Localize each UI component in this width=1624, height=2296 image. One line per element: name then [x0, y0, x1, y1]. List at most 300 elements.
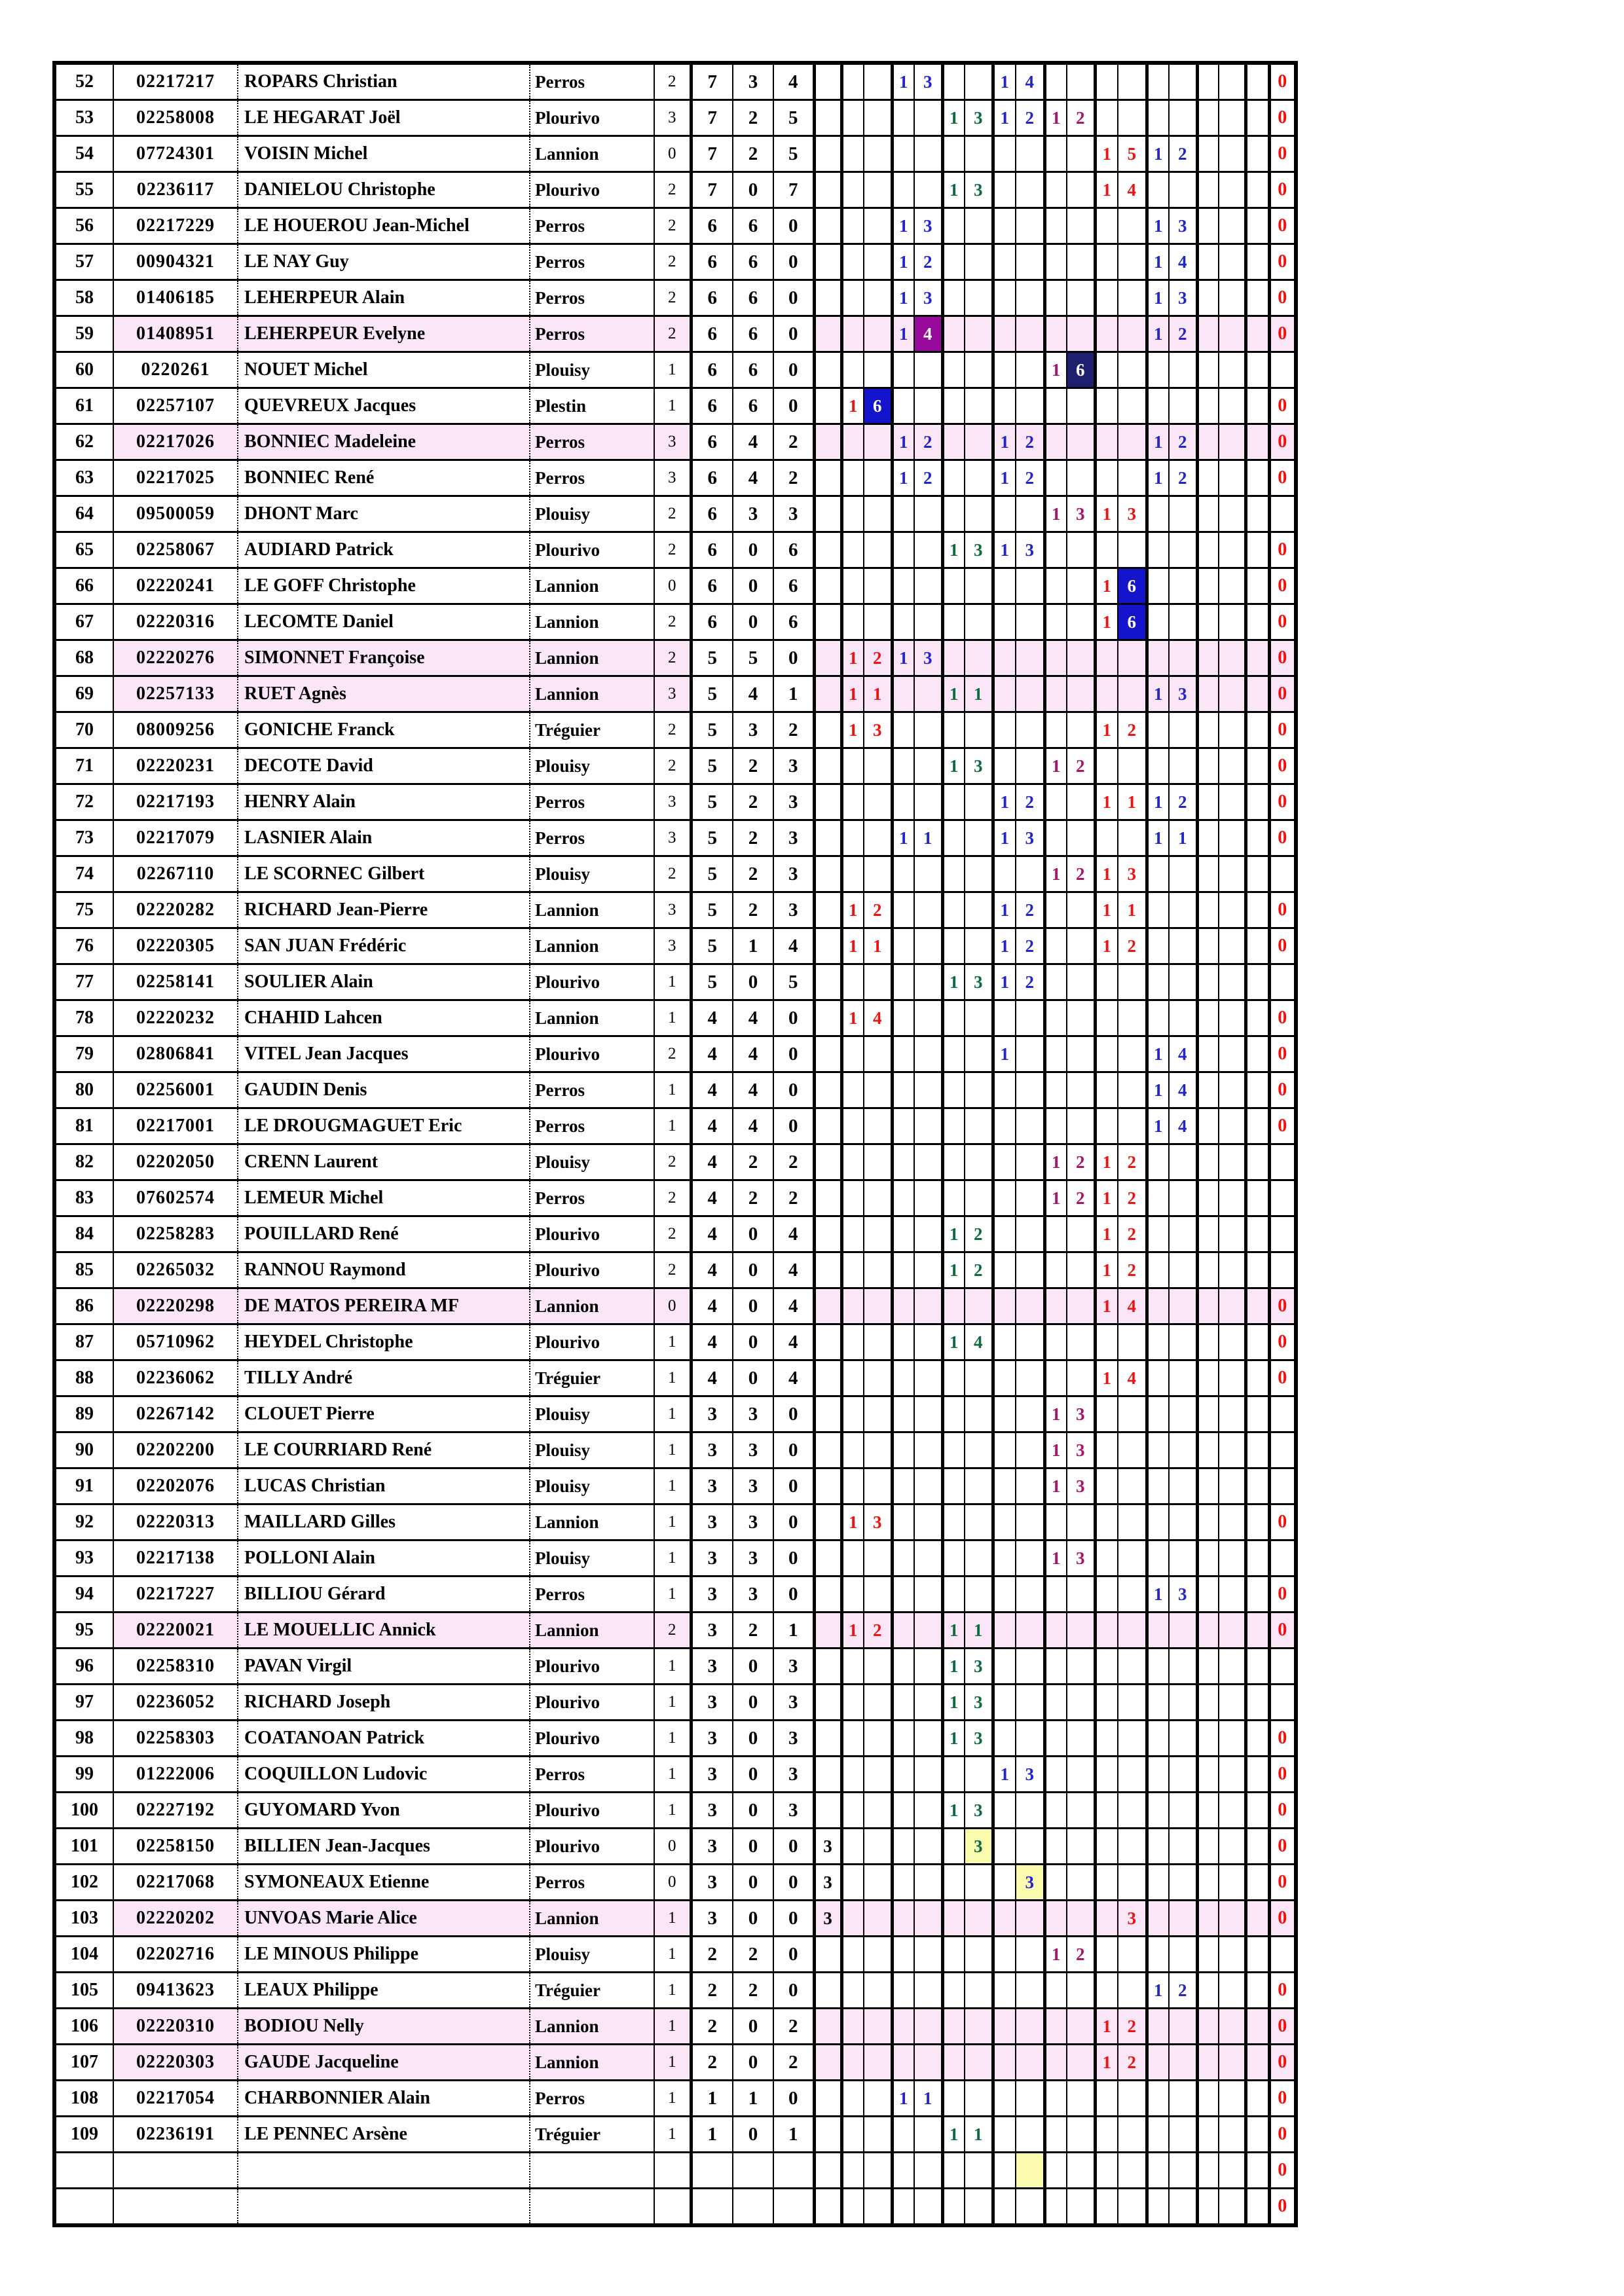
cell-games: 1: [654, 1937, 691, 1973]
cell-p5a: [1044, 1288, 1067, 1324]
cell-p4b: [1016, 2081, 1044, 2117]
cell-games: 1: [654, 2045, 691, 2081]
cell-bonus: [1269, 496, 1296, 532]
cell-name: ROPARS Christian: [238, 63, 530, 100]
cell-p8a: [1197, 1396, 1219, 1432]
cell-wins: 4: [733, 460, 773, 496]
cell-p4a: [993, 496, 1016, 532]
cell-p6b: [1118, 1613, 1147, 1649]
cell-p6a: 1: [1095, 1144, 1118, 1180]
cell-p8b: [1219, 2117, 1246, 2153]
cell-p4a: [993, 2117, 1016, 2153]
cell-p6b: 2: [1118, 1216, 1147, 1252]
cell-p8a: [1197, 1504, 1219, 1540]
cell-total: 5: [691, 712, 733, 748]
cell-p2b: [914, 1576, 942, 1613]
cell-p6a: 1: [1095, 784, 1118, 820]
cell-p8a: [1197, 820, 1219, 856]
cell-license: 02217001: [113, 1108, 238, 1144]
cell-p4a: [993, 1504, 1016, 1540]
cell-license: 02220021: [113, 1613, 238, 1649]
cell-spare: [1246, 316, 1269, 352]
cell-total: 7: [691, 136, 733, 172]
cell-games: 2: [654, 244, 691, 280]
cell-p5a: 1: [1044, 1468, 1067, 1504]
cell-name: SOULIER Alain: [238, 964, 530, 1000]
cell-p7a: [1147, 2153, 1169, 2189]
cell-p8b: [1219, 1937, 1246, 1973]
table-row: [54, 604, 1296, 640]
cell-p4b: [1016, 136, 1044, 172]
cell-games: 3: [654, 100, 691, 136]
cell-name: DECOTE David: [238, 748, 530, 784]
cell-p8b: [1219, 1000, 1246, 1036]
cell-p5b: [1067, 532, 1095, 568]
cell-license: 02267110: [113, 856, 238, 892]
cell-losses: 0: [773, 1901, 814, 1937]
cell-p3b: [965, 784, 993, 820]
cell-forfeit: [814, 424, 841, 460]
cell-games: 1: [654, 1504, 691, 1540]
cell-p7b: [1169, 2189, 1197, 2226]
cell-losses: 0: [773, 280, 814, 316]
cell-club: Lannion: [530, 1000, 654, 1036]
cell-p8b: [1219, 1252, 1246, 1288]
cell-p8a: [1197, 2081, 1219, 2117]
cell-forfeit: [814, 280, 841, 316]
cell-p5b: [1067, 2189, 1095, 2226]
cell-p5a: [1044, 1901, 1067, 1937]
cell-bonus: 0: [1269, 1072, 1296, 1108]
table-row: [54, 424, 1296, 460]
table-row: [54, 712, 1296, 748]
cell-club: Lannion: [530, 604, 654, 640]
cell-club: Perros: [530, 280, 654, 316]
cell-p6b: [1118, 1000, 1147, 1036]
cell-p8a: [1197, 1144, 1219, 1180]
cell-spare: [1246, 172, 1269, 208]
cell-p1a: 1: [841, 928, 864, 964]
cell-p5a: [1044, 1865, 1067, 1901]
cell-rank: 59: [54, 316, 113, 352]
cell-name: GUYOMARD Yvon: [238, 1793, 530, 1829]
cell-p2b: [914, 928, 942, 964]
cell-p8b: [1219, 1072, 1246, 1108]
cell-forfeit: 3: [814, 1865, 841, 1901]
cell-license: 02236191: [113, 2117, 238, 2153]
cell-losses: 3: [773, 784, 814, 820]
cell-p2b: [914, 1144, 942, 1180]
cell-club: Lannion: [530, 1504, 654, 1540]
cell-club: Lannion: [530, 2045, 654, 2081]
cell-games: 2: [654, 172, 691, 208]
cell-rank: 103: [54, 1901, 113, 1937]
cell-p8a: [1197, 1793, 1219, 1829]
cell-p5b: [1067, 964, 1095, 1000]
cell-p3a: [942, 496, 965, 532]
cell-wins: 3: [733, 1540, 773, 1576]
cell-p1a: [841, 1685, 864, 1721]
table-row: [54, 1613, 1296, 1649]
cell-p8b: [1219, 676, 1246, 712]
cell-p6a: [1095, 63, 1118, 100]
cell-p7a: [1147, 1504, 1169, 1540]
cell-p1a: [841, 2117, 864, 2153]
cell-p1a: [841, 2153, 864, 2189]
cell-p1a: [841, 1252, 864, 1288]
cell-p2b: [914, 1540, 942, 1576]
cell-p8a: [1197, 496, 1219, 532]
cell-p2a: [892, 1360, 914, 1396]
cell-spare: [1246, 1576, 1269, 1613]
table-row: [54, 1108, 1296, 1144]
cell-p5a: [1044, 1649, 1067, 1685]
cell-games: 1: [654, 1360, 691, 1396]
cell-rank: 97: [54, 1685, 113, 1721]
cell-games: 2: [654, 496, 691, 532]
cell-p1a: [841, 1360, 864, 1396]
cell-club: Plourivo: [530, 964, 654, 1000]
cell-p1b: [864, 1288, 892, 1324]
cell-rank: 54: [54, 136, 113, 172]
cell-p8b: [1219, 2153, 1246, 2189]
cell-p7a: [1147, 2117, 1169, 2153]
cell-losses: 3: [773, 856, 814, 892]
cell-p2b: [914, 1504, 942, 1540]
cell-p8b: [1219, 1108, 1246, 1144]
cell-losses: 0: [773, 1540, 814, 1576]
cell-p1b: [864, 604, 892, 640]
cell-p5a: [1044, 964, 1067, 1000]
cell-p3b: [965, 928, 993, 964]
cell-rank: 108: [54, 2081, 113, 2117]
cell-p7b: [1169, 1937, 1197, 1973]
cell-p5a: [1044, 604, 1067, 640]
cell-p2b: [914, 100, 942, 136]
cell-total: 5: [691, 856, 733, 892]
cell-rank: 62: [54, 424, 113, 460]
cell-p8b: [1219, 532, 1246, 568]
cell-p7b: [1169, 1613, 1197, 1649]
cell-license: 02258141: [113, 964, 238, 1000]
cell-games: 2: [654, 63, 691, 100]
cell-spare: [1246, 1504, 1269, 1540]
cell-rank: 85: [54, 1252, 113, 1288]
cell-p3a: [942, 1180, 965, 1216]
cell-license: 07724301: [113, 136, 238, 172]
cell-bonus: 0: [1269, 1504, 1296, 1540]
cell-p1b: [864, 1072, 892, 1108]
cell-p6b: 4: [1118, 172, 1147, 208]
cell-p1a: [841, 100, 864, 136]
cell-p4b: [1016, 1036, 1044, 1072]
cell-name: CRENN Laurent: [238, 1144, 530, 1180]
cell-wins: 6: [733, 388, 773, 424]
cell-p3b: 3: [965, 532, 993, 568]
cell-bonus: 0: [1269, 748, 1296, 784]
cell-forfeit: [814, 1180, 841, 1216]
cell-name: [238, 2189, 530, 2226]
cell-total: [691, 2189, 733, 2226]
cell-p1b: [864, 280, 892, 316]
cell-wins: 6: [733, 280, 773, 316]
cell-p2a: [892, 1180, 914, 1216]
cell-p3b: [965, 1432, 993, 1468]
cell-p7a: 1: [1147, 676, 1169, 712]
cell-club: Plouisy: [530, 352, 654, 388]
cell-club: Perros: [530, 1072, 654, 1108]
cell-bonus: 0: [1269, 2009, 1296, 2045]
cell-wins: 0: [733, 1649, 773, 1685]
cell-p6b: 2: [1118, 1180, 1147, 1216]
cell-rank: 94: [54, 1576, 113, 1613]
cell-name: BILLIEN Jean-Jacques: [238, 1829, 530, 1865]
cell-bonus: 0: [1269, 2117, 1296, 2153]
cell-license: 02258310: [113, 1649, 238, 1685]
cell-bonus: 0: [1269, 1288, 1296, 1324]
cell-p3b: [965, 2045, 993, 2081]
cell-p6b: 1: [1118, 784, 1147, 820]
cell-p4b: [1016, 208, 1044, 244]
cell-rank: 100: [54, 1793, 113, 1829]
cell-p1a: [841, 1216, 864, 1252]
cell-rank: 80: [54, 1072, 113, 1108]
cell-games: 1: [654, 1793, 691, 1829]
cell-p5b: [1067, 1288, 1095, 1324]
cell-name: LECOMTE Daniel: [238, 604, 530, 640]
cell-p2b: [914, 1468, 942, 1504]
cell-p4a: [993, 1649, 1016, 1685]
cell-p6b: [1118, 388, 1147, 424]
cell-total: 5: [691, 676, 733, 712]
cell-p5b: [1067, 388, 1095, 424]
cell-name: LE SCORNEC Gilbert: [238, 856, 530, 892]
cell-forfeit: [814, 1108, 841, 1144]
table-row: [54, 676, 1296, 712]
cell-p5b: [1067, 604, 1095, 640]
cell-p3b: 3: [965, 964, 993, 1000]
cell-name: LE COURRIARD René: [238, 1432, 530, 1468]
cell-p2a: [892, 532, 914, 568]
cell-forfeit: [814, 63, 841, 100]
cell-p6a: 1: [1095, 928, 1118, 964]
cell-p6b: [1118, 820, 1147, 856]
cell-p6b: 1: [1118, 892, 1147, 928]
cell-total: 6: [691, 532, 733, 568]
cell-spare: [1246, 1144, 1269, 1180]
cell-wins: 0: [733, 172, 773, 208]
cell-p6b: 3: [1118, 1901, 1147, 1937]
cell-forfeit: [814, 1144, 841, 1180]
cell-p6a: 1: [1095, 2045, 1118, 2081]
cell-p4b: [1016, 244, 1044, 280]
cell-license: 00904321: [113, 244, 238, 280]
cell-p1a: [841, 1793, 864, 1829]
cell-forfeit: [814, 676, 841, 712]
cell-p1b: [864, 1144, 892, 1180]
cell-p3b: [965, 352, 993, 388]
cell-p7b: [1169, 1360, 1197, 1396]
cell-p1a: [841, 1432, 864, 1468]
cell-p3a: [942, 352, 965, 388]
cell-p5a: [1044, 2189, 1067, 2226]
table-row: [54, 1432, 1296, 1468]
cell-p6a: [1095, 1865, 1118, 1901]
cell-p2a: [892, 1252, 914, 1288]
cell-p7a: [1147, 1793, 1169, 1829]
cell-p8a: [1197, 2117, 1219, 2153]
cell-p6a: [1095, 2081, 1118, 2117]
cell-total: 4: [691, 1252, 733, 1288]
cell-total: 5: [691, 964, 733, 1000]
cell-p3b: [965, 280, 993, 316]
cell-total: 3: [691, 1468, 733, 1504]
cell-total: 6: [691, 568, 733, 604]
cell-p7b: [1169, 63, 1197, 100]
cell-p3a: 1: [942, 100, 965, 136]
cell-p3a: 1: [942, 964, 965, 1000]
cell-p8a: [1197, 63, 1219, 100]
cell-p4a: 1: [993, 1036, 1016, 1072]
cell-p4a: [993, 640, 1016, 676]
cell-p6a: [1095, 1576, 1118, 1613]
cell-p7a: 1: [1147, 244, 1169, 280]
cell-p3a: [942, 1396, 965, 1432]
cell-name: QUEVREUX Jacques: [238, 388, 530, 424]
cell-license: 02256001: [113, 1072, 238, 1108]
cell-p7b: [1169, 172, 1197, 208]
cell-p3b: [965, 496, 993, 532]
cell-p4b: 2: [1016, 460, 1044, 496]
cell-total: 3: [691, 1504, 733, 1540]
cell-p1a: [841, 2045, 864, 2081]
cell-p8a: [1197, 1757, 1219, 1793]
cell-bonus: 0: [1269, 1901, 1296, 1937]
cell-losses: 0: [773, 352, 814, 388]
cell-p2b: [914, 1252, 942, 1288]
cell-p4b: [1016, 2045, 1044, 2081]
cell-p7a: [1147, 640, 1169, 676]
cell-p2b: [914, 2117, 942, 2153]
cell-wins: 2: [733, 1937, 773, 1973]
cell-p2a: [892, 1432, 914, 1468]
cell-p7b: 4: [1169, 1036, 1197, 1072]
cell-p7a: [1147, 1901, 1169, 1937]
cell-bonus: 0: [1269, 928, 1296, 964]
cell-p6b: [1118, 2117, 1147, 2153]
cell-p7b: [1169, 928, 1197, 964]
cell-p6b: 5: [1118, 136, 1147, 172]
cell-name: SYMONEAUX Etienne: [238, 1865, 530, 1901]
cell-p7b: 3: [1169, 208, 1197, 244]
cell-club: Plourivo: [530, 532, 654, 568]
cell-club: [530, 2189, 654, 2226]
cell-p1a: [841, 316, 864, 352]
cell-p5a: [1044, 460, 1067, 496]
cell-p4b: 3: [1016, 820, 1044, 856]
cell-losses: 0: [773, 2081, 814, 2117]
cell-p1a: [841, 1288, 864, 1324]
cell-p1a: [841, 1036, 864, 1072]
cell-bonus: 0: [1269, 424, 1296, 460]
cell-games: 2: [654, 280, 691, 316]
cell-rank: 81: [54, 1108, 113, 1144]
cell-p3a: [942, 1432, 965, 1468]
cell-losses: 3: [773, 1757, 814, 1793]
cell-p4a: [993, 1252, 1016, 1288]
cell-club: Plouisy: [530, 748, 654, 784]
cell-spare: [1246, 2189, 1269, 2226]
cell-total: 4: [691, 1036, 733, 1072]
cell-spare: [1246, 136, 1269, 172]
cell-p4a: [993, 1396, 1016, 1432]
cell-rank: 66: [54, 568, 113, 604]
cell-p1b: 3: [864, 1504, 892, 1540]
cell-p4b: [1016, 1613, 1044, 1649]
table-row: [54, 2081, 1296, 2117]
cell-club: Tréguier: [530, 1360, 654, 1396]
cell-name: BONNIEC Madeleine: [238, 424, 530, 460]
cell-p7a: [1147, 1324, 1169, 1360]
cell-p6a: [1095, 1649, 1118, 1685]
cell-p4b: [1016, 1144, 1044, 1180]
cell-p7a: [1147, 1613, 1169, 1649]
cell-p4b: 2: [1016, 892, 1044, 928]
cell-rank: 61: [54, 388, 113, 424]
cell-total: 7: [691, 100, 733, 136]
cell-p5b: [1067, 1973, 1095, 2009]
cell-forfeit: [814, 748, 841, 784]
cell-p5b: 3: [1067, 1396, 1095, 1432]
cell-bonus: 0: [1269, 2189, 1296, 2226]
cell-p5b: [1067, 568, 1095, 604]
cell-p6a: [1095, 1937, 1118, 1973]
table-row: [54, 532, 1296, 568]
cell-club: Perros: [530, 316, 654, 352]
cell-total: 3: [691, 1865, 733, 1901]
cell-p3a: [942, 1540, 965, 1576]
cell-p8a: [1197, 928, 1219, 964]
cell-p5a: [1044, 784, 1067, 820]
cell-license: 09413623: [113, 1973, 238, 2009]
cell-p3b: [965, 1576, 993, 1613]
cell-p5b: [1067, 1216, 1095, 1252]
cell-losses: 3: [773, 1721, 814, 1757]
table-row: [54, 1540, 1296, 1576]
cell-rank: 63: [54, 460, 113, 496]
cell-losses: 1: [773, 2117, 814, 2153]
cell-p8a: [1197, 1685, 1219, 1721]
cell-p2a: [892, 496, 914, 532]
cell-p6b: [1118, 1324, 1147, 1360]
cell-license: 02217054: [113, 2081, 238, 2117]
cell-bonus: 0: [1269, 1865, 1296, 1901]
table-row: [54, 856, 1296, 892]
cell-p3b: [965, 1901, 993, 1937]
cell-p4a: [993, 1865, 1016, 1901]
cell-spare: [1246, 1180, 1269, 1216]
cell-p7a: 1: [1147, 820, 1169, 856]
cell-total: 6: [691, 604, 733, 640]
cell-p7a: [1147, 1937, 1169, 1973]
cell-p7b: [1169, 1865, 1197, 1901]
cell-p8b: [1219, 1468, 1246, 1504]
cell-p3b: [965, 1468, 993, 1504]
cell-p8a: [1197, 388, 1219, 424]
cell-p8b: [1219, 856, 1246, 892]
cell-losses: [773, 2153, 814, 2189]
cell-spare: [1246, 388, 1269, 424]
